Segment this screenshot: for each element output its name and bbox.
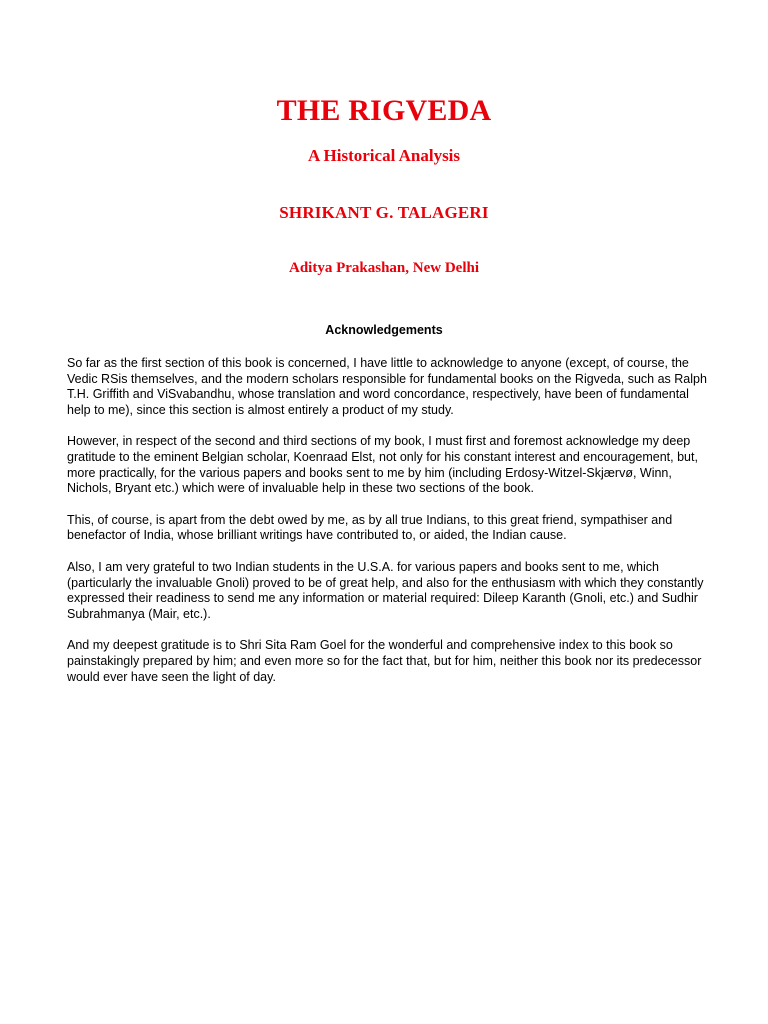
paragraph: This, of course, is apart from the debt owed by me, as by all true Indians, to this great friend, sympathiser and benefactor of India, whose brilliant writings have contributed to, or aided, the Indian cause.: [67, 512, 673, 543]
publisher-line: Aditya Prakashan, New Delhi: [288, 260, 479, 276]
book-subtitle: A Historical Analysis: [307, 146, 461, 165]
author-name: SHRIKANT G. TALAGERI: [279, 203, 489, 222]
paragraph: Also, I am very grateful to two Indian students in the U.S.A. for various papers and books sent to me, which (particularly the invaluable Gnoli) proved to be of great help, and also for the enthusiasm with which they constantly expressed their readiness to send me any information or material required: Dileep Karanth (Gnoli, etc.) and Sudhir Subrahmanya (Mair, etc.).: [67, 559, 704, 621]
acknowledgements-body: [67, 356, 715, 701]
book-title: THE RIGVEDA: [276, 94, 492, 127]
acknowledgements-heading: Acknowledgements: [325, 323, 443, 337]
paragraph: So far as the first section of this book is concerned, I have little to acknowledge to anyone (except, of course, the Vedic RSis themselves, and the modern scholars responsible for fundamental books on the Rigveda, such as Ralph T.H. Griffith and ViSvabandhu, whose translation and word concordance, respectively, have been of fundamental help to me), since this section is almost entirely a product of my study.: [67, 356, 707, 417]
paragraph: And my deepest gratitude is to Shri Sita Ram Goel for the wonderful and comprehensive index to this book so painstakingly prepared by him; and even more so for the fact that, but for him, neither this book nor its predecessor would ever have seen the light of day.: [67, 638, 702, 684]
paragraph: However, in respect of the second and third sections of my book, I must first and foremost acknowledge my deep gratitude to the eminent Belgian scholar, Koenraad Elst, not only for his constant interest and encouragement, but, more practically, for the various papers and books sent to me by him (including Erdosy-Witzel-Skjærvø, Winn, Nichols, Bryant etc.) which were of invaluable help in these two sections of the book.: [67, 434, 698, 496]
